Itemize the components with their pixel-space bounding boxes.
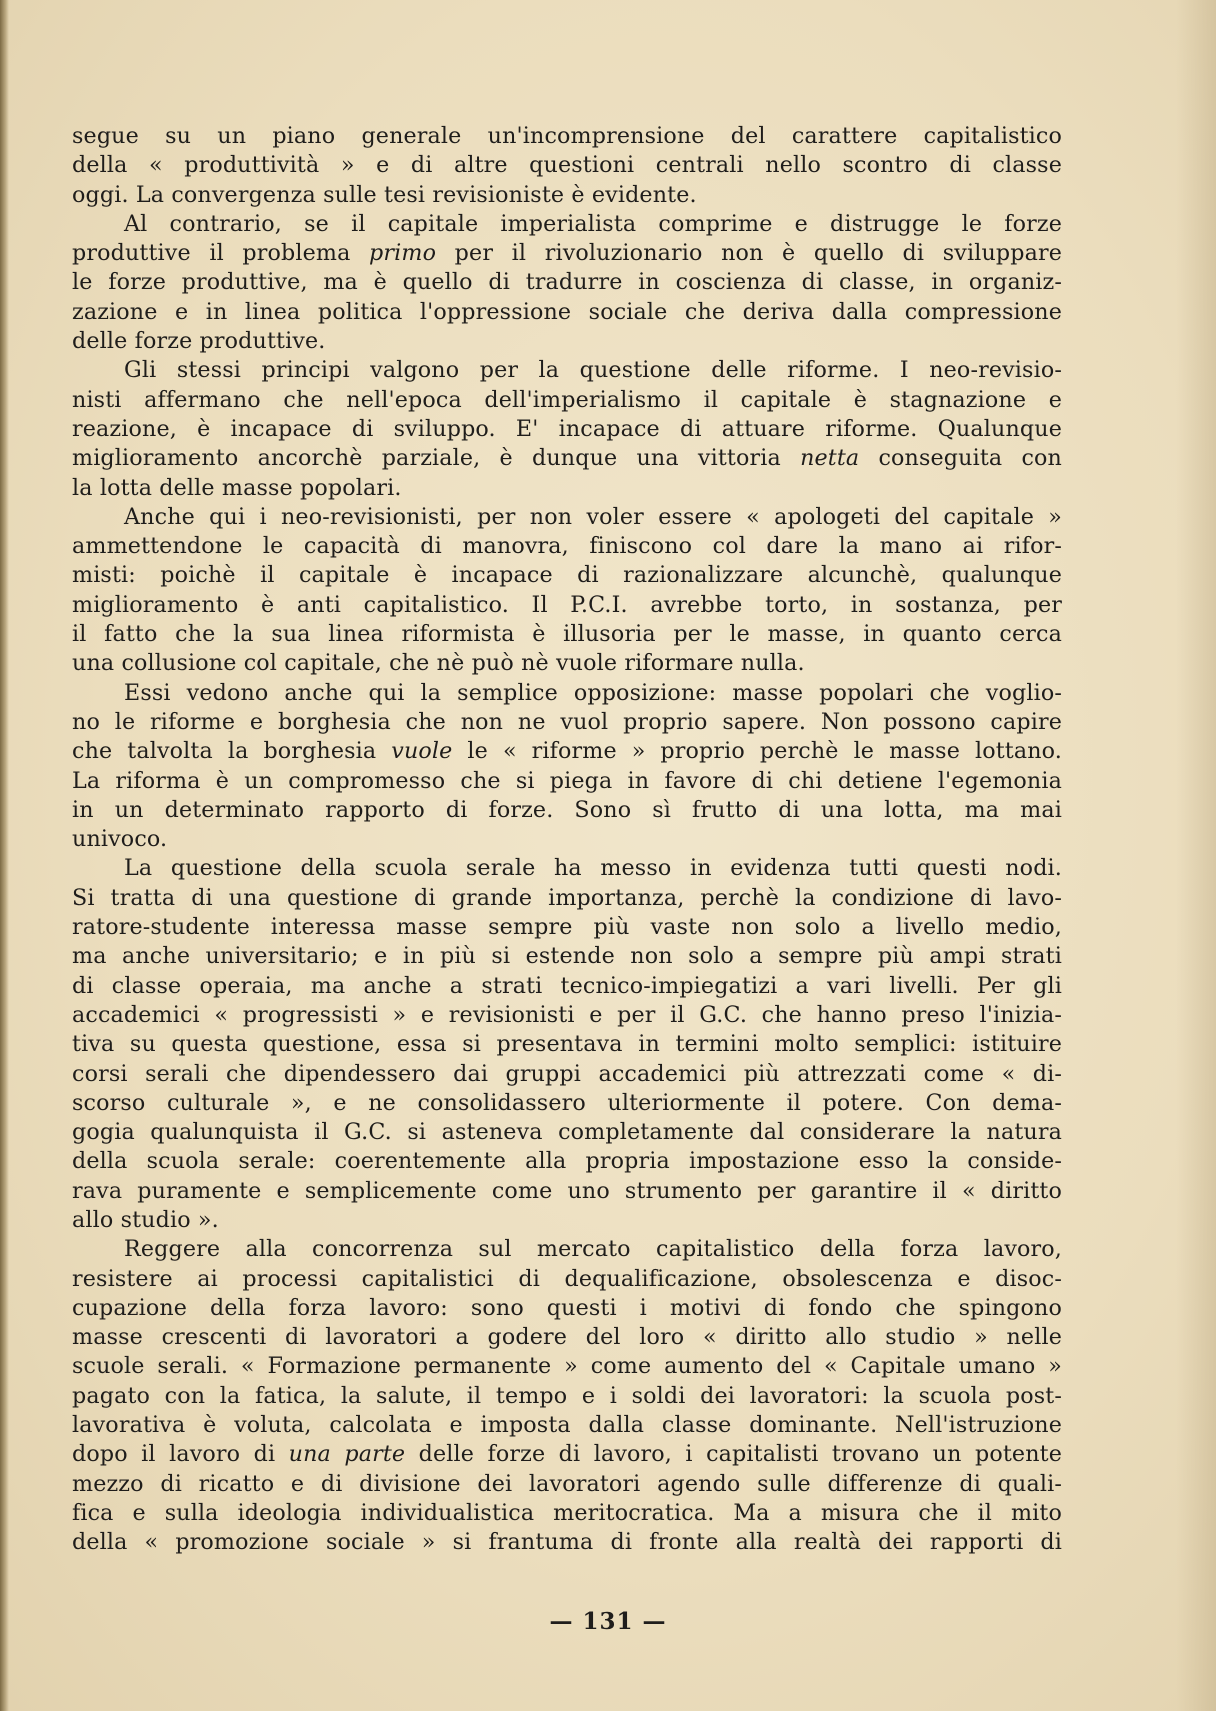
text-line: tiva su questa questione, essa si presentava in termini molto semplici: istituire <box>72 1031 1062 1058</box>
paragraph <box>72 679 1062 855</box>
text-line: misti: poichè il capitale è incapace di razionalizzare alcunchè, qualunque <box>72 562 1062 589</box>
text-line: della scuola serale: coerentemente alla propria impostazione esso la conside- <box>72 1148 1062 1175</box>
text-line: gogia qualunquista il G.C. si asteneva completamente dal considerare la natura <box>72 1119 1062 1146</box>
text-line: produttive il problema primo per il rivoluzionario non è quello di sviluppare <box>72 240 1063 267</box>
text-line: resistere ai processi capitalistici di dequalificazione, obsolescenza e disoc- <box>72 1265 1062 1292</box>
paragraph <box>72 122 1062 210</box>
text-line: Reggere alla concorrenza sul mercato capitalistico della forza lavoro, <box>124 1236 1062 1263</box>
text-line: cupazione della forza lavoro: sono questi i motivi di fondo che spingono <box>72 1294 1062 1321</box>
text-line: mezzo di ricatto e di divisione dei lavoratori agendo sulle differenze di quali- <box>72 1470 1062 1497</box>
paragraph <box>72 210 1062 356</box>
text-line: delle forze produttive. <box>72 328 326 355</box>
text-line: il fatto che la sua linea riformista è illusoria per le masse, in quanto cerca <box>72 621 1062 648</box>
text-line: allo studio ». <box>72 1206 219 1233</box>
text-line: miglioramento ancorchè parziale, è dunque una vittoria netta conseguita con <box>72 445 1062 472</box>
text-line: ammettendone le capacità di manovra, finiscono col dare la mano ai rifor- <box>72 533 1062 560</box>
text-line: della « produttività » e di altre questioni centrali nello scontro di classe <box>72 152 1062 179</box>
text-line: della « promozione sociale » si frantuma di fronte alla realtà dei rapporti di <box>72 1529 1062 1556</box>
italic-emphasis: primo <box>369 240 437 267</box>
paragraph <box>72 503 1062 679</box>
text-line: scorso culturale », e ne consolidassero ulteriormente il potere. Con dema- <box>72 1089 1062 1116</box>
paragraph <box>72 356 1062 502</box>
italic-emphasis: una parte <box>288 1441 406 1468</box>
text-line: masse crescenti di lavoratori a godere del loro « diritto allo studio » nelle <box>72 1324 1062 1351</box>
paragraph <box>72 1235 1062 1557</box>
text-line: lavorativa è voluta, calcolata e imposta dalla classe dominante. Nell'istruzione <box>72 1412 1062 1439</box>
text-line: La questione della scuola serale ha messo in evidenza tutti questi nodi. <box>124 855 1062 882</box>
text-line: che talvolta la borghesia vuole le « riforme » proprio perchè le masse lottano. <box>72 738 1062 765</box>
text-line: univoco. <box>72 826 168 853</box>
text-line: una collusione col capitale, che nè può nè vuole riformare nulla. <box>72 650 805 677</box>
text-line: miglioramento è anti capitalistico. Il P.C.I. avrebbe torto, in sostanza, per <box>72 591 1062 618</box>
text-line: corsi serali che dipendessero dai gruppi accademici più attrezzati come « di- <box>72 1060 1062 1087</box>
italic-emphasis: netta <box>800 445 860 472</box>
text-line: rava puramente e semplicemente come uno strumento per garantire il « diritto <box>72 1177 1062 1204</box>
text-line: di classe operaia, ma anche a strati tecnico-impiegatizi a vari livelli. Per gli <box>72 972 1062 999</box>
text-line: la lotta delle masse popolari. <box>72 474 402 501</box>
text-line: Gli stessi principi valgono per la questione delle riforme. I neo-revisio- <box>124 357 1062 384</box>
text-line: Anche qui i neo-revisionisti, per non voler essere « apologeti del capitale » <box>124 503 1062 530</box>
text-line: Essi vedono anche qui la semplice opposizione: masse popolari che voglio- <box>124 679 1062 706</box>
text-line: ratore-studente interessa masse sempre più vaste non solo a livello medio, <box>72 914 1062 941</box>
text-line: La riforma è un compromesso che si piega in favore di chi detiene l'egemonia <box>72 767 1062 794</box>
text-line: ma anche universitario; e in più si estende non solo a sempre più ampi strati <box>72 943 1062 970</box>
text-line: oggi. La convergenza sulle tesi revisioniste è evidente. <box>72 181 697 208</box>
text-line: in un determinato rapporto di forze. Sono sì frutto di una lotta, ma mai <box>72 796 1062 823</box>
text-line: nisti affermano che nell'epoca dell'imperialismo il capitale è stagnazione e <box>72 386 1062 413</box>
text-line: scuole serali. « Formazione permanente » come aumento del « Capitale umano » <box>72 1353 1062 1380</box>
text-line: zazione e in linea politica l'oppressione sociale che deriva dalla compressione <box>72 298 1062 325</box>
text-line: no le riforme e borghesia che non ne vuol proprio sapere. Non possono capire <box>72 708 1062 735</box>
text-line: reazione, è incapace di sviluppo. E' incapace di attuare riforme. Qualunque <box>72 415 1062 442</box>
page-binding-edge <box>0 0 9 1711</box>
text-line: segue su un piano generale un'incomprensione del carattere capitalistico <box>72 123 1062 149</box>
body-text <box>72 122 1062 1558</box>
paragraph <box>72 854 1062 1235</box>
page-edge-shade <box>1176 0 1216 1711</box>
text-line: Si tratta di una questione di grande importanza, perchè la condizione di lavo- <box>72 884 1062 911</box>
text-line: le forze produttive, ma è quello di tradurre in coscienza di classe, in organiz- <box>72 269 1062 296</box>
text-line: pagato con la fatica, la salute, il tempo e i soldi dei lavoratori: la scuola post- <box>72 1382 1062 1409</box>
text-line: Al contrario, se il capitale imperialista comprime e distrugge le forze <box>124 210 1062 237</box>
text-line: accademici « progressisti » e revisionisti e per il G.C. che hanno preso l'inizia- <box>72 1001 1062 1028</box>
text-line: fica e sulla ideologia individualistica meritocratica. Ma a misura che il mito <box>72 1499 1062 1526</box>
text-line: dopo il lavoro di una parte delle forze di lavoro, i capitalisti trovano un potente <box>72 1441 1062 1468</box>
italic-emphasis: vuole <box>391 738 453 765</box>
page-number: — 131 — <box>549 1608 667 1635</box>
